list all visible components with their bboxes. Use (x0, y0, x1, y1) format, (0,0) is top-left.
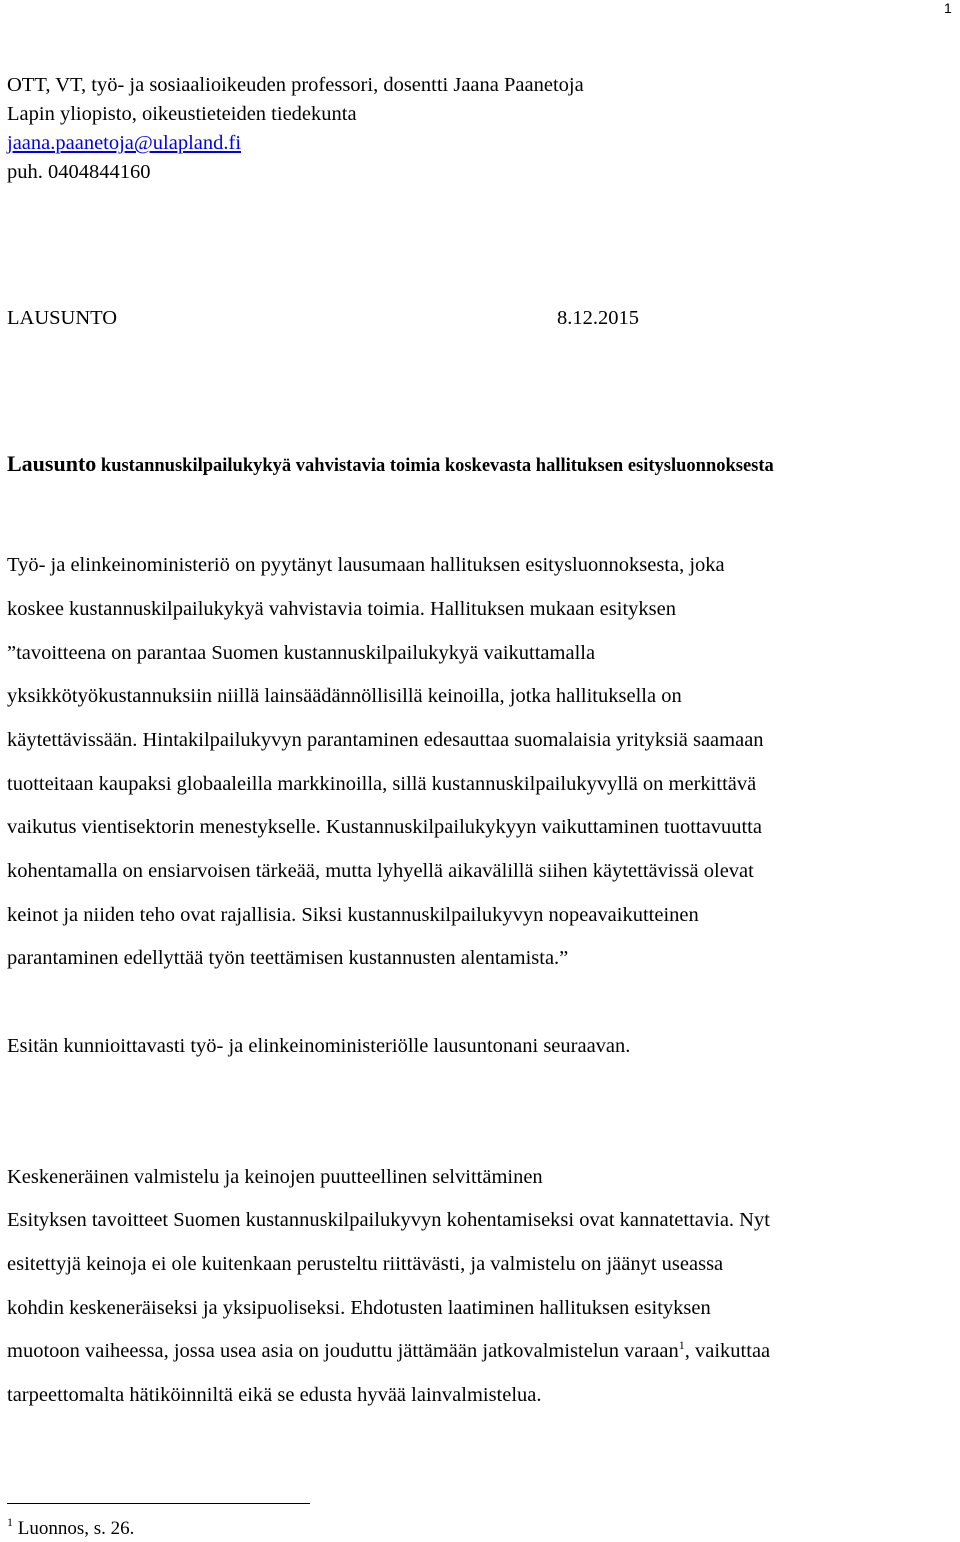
doc-date: 8.12.2015 (557, 307, 639, 329)
document-title (7, 452, 774, 478)
title-main: Lausunto (7, 451, 97, 476)
footnote-separator (7, 1503, 310, 1504)
paragraph-line: Työ- ja elinkeinoministeriö on pyytänyt lausumaan hallituksen esitysluonnoksesta, joka (7, 554, 725, 576)
paragraph-line: käytettävissään. Hintakilpailukyvyn parantaminen edesauttaa suomalaisia yrityksiä saamaan (7, 729, 764, 751)
paragraph-line: parantaminen edellyttää työn teettämisen kustannusten alentamista.” (7, 947, 569, 969)
section-heading: Keskeneräinen valmistelu ja keinojen puutteellinen selvittäminen (7, 1166, 543, 1188)
paragraph-line: Esityksen tavoitteet Suomen kustannuskilpailukyvyn kohentamiseksi ovat kannatettavia. Nyt (7, 1209, 770, 1231)
footnote-marker: 1 (7, 1515, 13, 1529)
line-text: , vaikuttaa (684, 1340, 771, 1362)
paragraph-line (7, 1339, 770, 1363)
paragraph-line: tarpeettomalta hätiköinniltä eikä se edusta hyvää lainvalmistelua. (7, 1384, 542, 1406)
paragraph-line: kohdin keskeneräiseksi ja yksipuoliseksi. Ehdotusten laatiminen hallituksen esityksen (7, 1297, 711, 1319)
line-text: muotoon vaiheessa, jossa usea asia on jouduttu jättämään jatkovalmistelun varaan (7, 1340, 679, 1362)
email-link[interactable]: jaana.paanetoja@ulapland.fi (7, 132, 242, 154)
affiliation-line: Lapin yliopisto, oikeustieteiden tiedekunta (7, 103, 357, 125)
paragraph-line: kohentamalla on ensiarvoisen tärkeää, mutta lyhyellä aikavälillä siihen käytettävissä olevat (7, 860, 754, 882)
footnote-text: Luonnos, s. 26. (13, 1518, 135, 1539)
paragraph-line: vaikutus vientisektorin menestykselle. Kustannuskilpailukykyyn vaikuttaminen tuottavuutta (7, 816, 762, 838)
footnote (7, 1515, 135, 1540)
page-number: 1 (944, 0, 952, 16)
paragraph-line: yksikkötyökustannuksiin niillä lainsäädännöllisillä keinoilla, jotka hallituksella on (7, 685, 682, 707)
footnote-reference[interactable]: 1 (678, 1338, 685, 1352)
author-line: OTT, VT, työ- ja sosiaalioikeuden professori, dosentti Jaana Paanetoja (7, 74, 584, 96)
paragraph-line: keinot ja niiden teho ovat rajallisia. Siksi kustannuskilpailukyvyn nopeavaikutteinen (7, 904, 699, 926)
paragraph-line: tuotteitaan kaupaksi globaaleilla markkinoilla, sillä kustannuskilpailukyvyllä on merkittävä (7, 773, 757, 795)
paragraph-2: Esitän kunnioittavasti työ- ja elinkeinoministeriölle lausuntonani seuraavan. (7, 1035, 631, 1057)
phone-line: puh. 0404844160 (7, 161, 151, 183)
paragraph-line: koskee kustannuskilpailukykyä vahvistavia toimia. Hallituksen mukaan esityksen (7, 598, 676, 620)
paragraph-line: ”tavoitteena on parantaa Suomen kustannuskilpailukykyä vaikuttamalla (7, 642, 596, 664)
paragraph-line: esitettyjä keinoja ei ole kuitenkaan perusteltu riittävästi, ja valmistelu on jäänyt useassa (7, 1253, 724, 1275)
title-rest: kustannuskilpailukykyä vahvistavia toimia koskevasta hallituksen esitysluonnoksesta (96, 456, 774, 476)
doc-type: LAUSUNTO (7, 307, 118, 329)
